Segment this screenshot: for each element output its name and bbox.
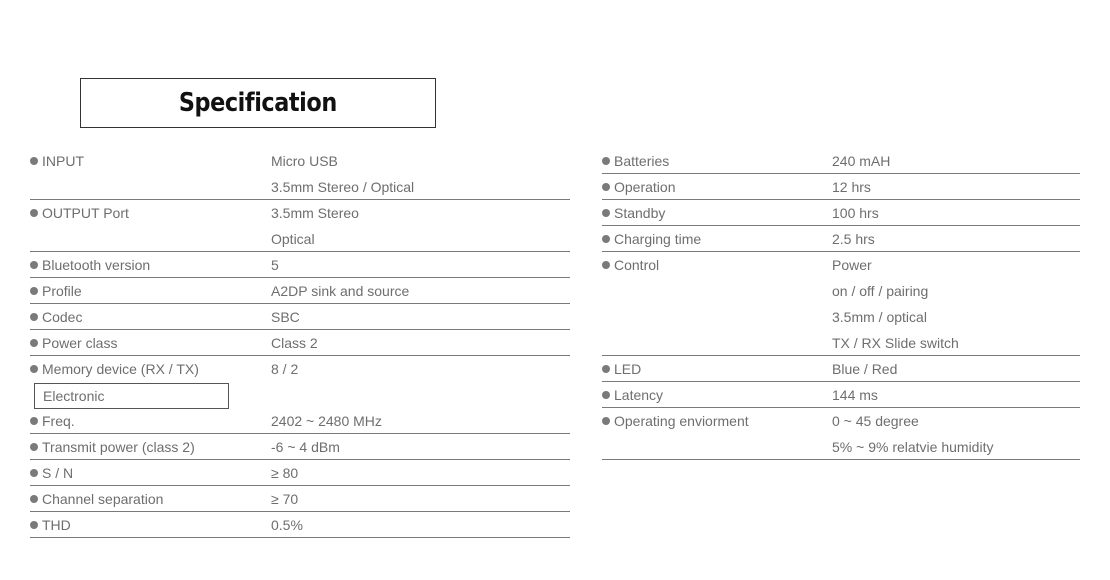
spec-label-text: Latency	[614, 387, 664, 403]
bullet-icon	[30, 157, 38, 165]
section-label-box: Electronic	[34, 383, 229, 409]
spec-label-text: INPUT	[42, 153, 84, 169]
spec-label	[30, 309, 82, 325]
spec-label	[602, 231, 701, 247]
spec-value: Blue / Red	[832, 361, 898, 377]
right-spec-table	[602, 148, 1080, 460]
spec-row	[30, 382, 570, 408]
spec-value: 3.5mm Stereo / Optical	[271, 179, 415, 195]
bullet-icon	[30, 287, 38, 295]
bullet-icon	[602, 417, 610, 425]
bullet-icon	[30, 469, 38, 477]
spec-label	[30, 439, 195, 455]
spec-value: Power	[832, 257, 872, 273]
spec-label	[30, 465, 73, 481]
spec-label-text: Freq.	[42, 413, 75, 429]
spec-label	[602, 153, 669, 169]
spec-value: -6 ~ 4 dBm	[271, 439, 340, 455]
spec-label-text: Bluetooth version	[42, 257, 151, 273]
spec-value: 12 hrs	[832, 179, 871, 195]
spec-row	[602, 382, 1080, 408]
spec-label	[30, 361, 199, 377]
spec-value: ≥ 70	[271, 491, 299, 507]
spec-label-text: Standby	[614, 205, 666, 221]
bullet-icon	[30, 521, 38, 529]
bullet-icon	[30, 365, 38, 373]
left-spec-table	[30, 148, 570, 538]
spec-row	[602, 148, 1080, 174]
spec-value: Class 2	[271, 335, 318, 351]
bullet-icon	[602, 261, 610, 269]
bullet-icon	[30, 495, 38, 503]
spec-value: 2.5 hrs	[832, 231, 875, 247]
spec-row	[30, 304, 570, 330]
spec-value: TX / RX Slide switch	[832, 335, 959, 351]
bullet-icon	[602, 391, 610, 399]
spec-label-text: THD	[42, 517, 71, 533]
bullet-icon	[30, 443, 38, 451]
spec-value: 5% ~ 9% relatvie humidity	[832, 439, 994, 455]
spec-value: A2DP sink and source	[271, 283, 410, 299]
spec-value: 240 mAH	[832, 153, 891, 169]
spec-row	[602, 226, 1080, 252]
spec-label	[30, 517, 71, 533]
bullet-icon	[602, 157, 610, 165]
spec-row	[602, 356, 1080, 382]
spec-row	[602, 200, 1080, 226]
spec-row	[30, 512, 570, 538]
spec-label	[30, 283, 82, 299]
spec-row	[30, 226, 570, 252]
spec-value: ≥ 80	[271, 465, 299, 481]
spec-value: 5	[271, 257, 279, 273]
spec-value: 0 ~ 45 degree	[832, 413, 919, 429]
spec-label	[30, 153, 84, 169]
spec-label-text: OUTPUT Port	[42, 205, 129, 221]
spec-label	[30, 491, 163, 507]
spec-row	[602, 330, 1080, 356]
spec-label-text: Charging time	[614, 231, 702, 247]
spec-row	[602, 174, 1080, 200]
spec-label-text: Memory device (RX / TX)	[42, 361, 199, 377]
bullet-icon	[30, 261, 38, 269]
spec-label-text: Operating enviorment	[614, 413, 749, 429]
spec-row	[602, 434, 1080, 460]
spec-row	[30, 330, 570, 356]
spec-row	[602, 252, 1080, 278]
spec-label-text: Control	[614, 257, 660, 273]
spec-row	[30, 356, 570, 382]
spec-label	[30, 335, 117, 351]
spec-label	[602, 413, 749, 429]
bullet-icon	[30, 313, 38, 321]
bullet-icon	[602, 365, 610, 373]
title-box	[80, 78, 436, 128]
spec-label-text: Profile	[42, 283, 82, 299]
spec-label	[602, 205, 665, 221]
spec-value: 100 hrs	[832, 205, 879, 221]
spec-value: 0.5%	[271, 517, 303, 533]
spec-label-text: Operation	[614, 179, 676, 195]
spec-label	[30, 205, 129, 221]
spec-value: 8 / 2	[271, 361, 299, 377]
spec-label	[602, 361, 641, 377]
spec-row	[30, 252, 570, 278]
spec-label-text: LED	[614, 361, 642, 377]
spec-value: on / off / pairing	[832, 283, 929, 299]
bullet-icon	[30, 417, 38, 425]
spec-row	[30, 278, 570, 304]
spec-label-text: Codec	[42, 309, 83, 325]
bullet-icon	[30, 339, 38, 347]
spec-row	[602, 278, 1080, 304]
spec-label	[30, 413, 75, 429]
spec-label-text: Batteries	[614, 153, 670, 169]
spec-label	[602, 179, 675, 195]
spec-row	[602, 304, 1080, 330]
spec-row	[30, 408, 570, 434]
spec-row	[30, 486, 570, 512]
spec-value: Optical	[271, 231, 315, 247]
spec-value: 2402 ~ 2480 MHz	[271, 413, 382, 429]
spec-row	[30, 434, 570, 460]
bullet-icon	[602, 209, 610, 217]
spec-label-text: Transmit power (class 2)	[42, 439, 195, 455]
spec-value: Micro USB	[271, 153, 338, 169]
spec-label-text: Channel separation	[42, 491, 164, 507]
spec-value: SBC	[271, 309, 300, 325]
bullet-icon	[602, 235, 610, 243]
spec-row	[30, 174, 570, 200]
spec-row	[602, 408, 1080, 434]
spec-row	[30, 148, 570, 174]
spec-row	[30, 200, 570, 226]
spec-label	[30, 257, 150, 273]
spec-value: 144 ms	[832, 387, 878, 403]
spec-value: 3.5mm / optical	[832, 309, 927, 325]
spec-row	[30, 460, 570, 486]
bullet-icon	[602, 183, 610, 191]
spec-label-text: Power class	[42, 335, 118, 351]
spec-value: 3.5mm Stereo	[271, 205, 359, 221]
spec-label	[602, 257, 659, 273]
page-title: Specification	[178, 88, 337, 118]
spec-label	[602, 387, 663, 403]
bullet-icon	[30, 209, 38, 217]
spec-label-text: S / N	[42, 465, 74, 481]
